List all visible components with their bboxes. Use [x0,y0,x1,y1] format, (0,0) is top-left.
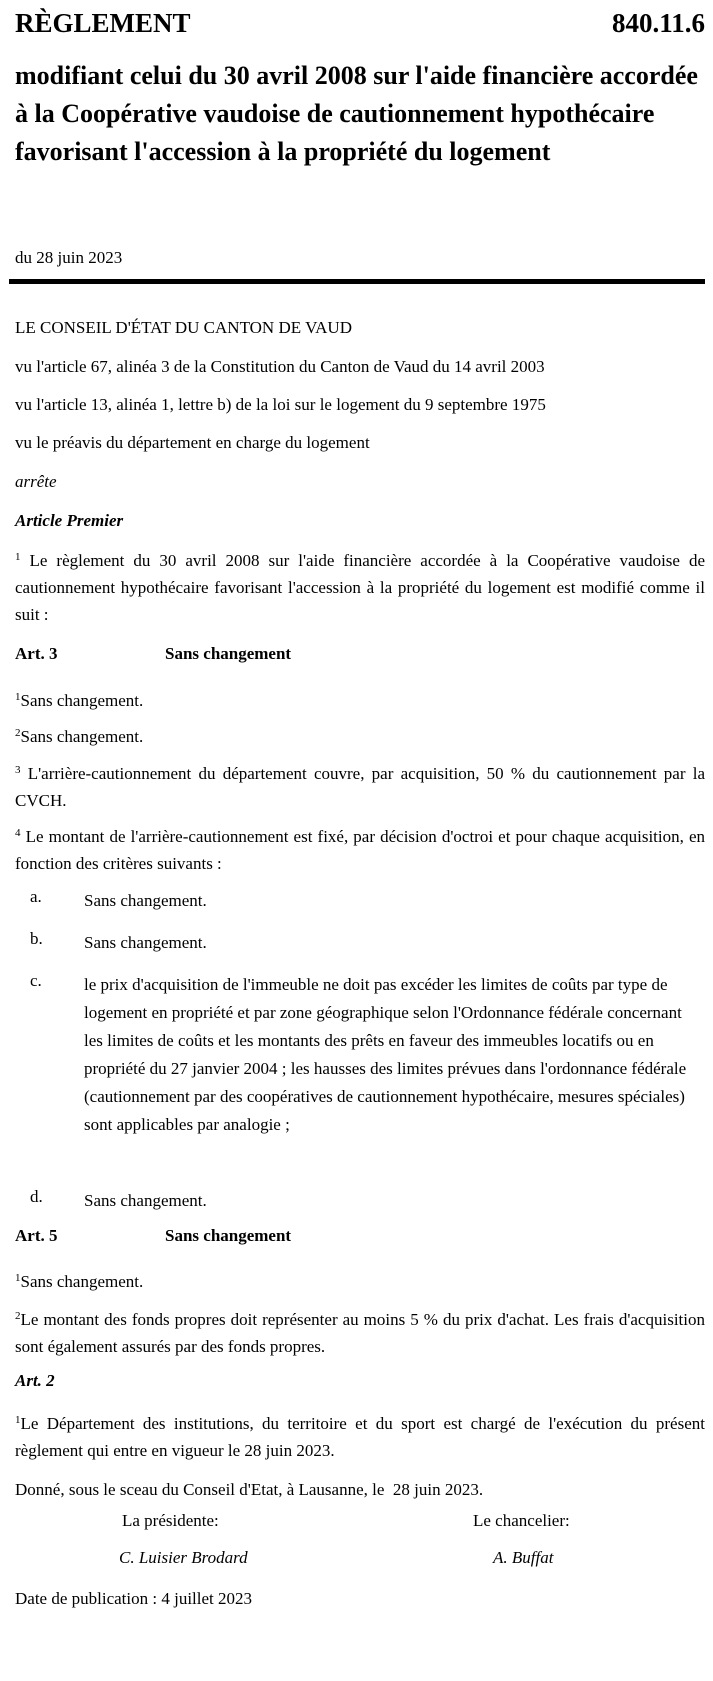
art3-title: Sans changement [165,644,292,663]
alinea-number: 2 [15,727,21,739]
alinea-number: 1 [15,1414,21,1426]
art3-alinea [15,687,143,714]
vu-line: vu l'article 67, alinéa 3 de la Constitution du Canton de Vaud du 14 avril 2003 [15,357,545,376]
alinea-number: 1 [15,1272,21,1284]
alinea-text: Sans changement. [20,691,144,710]
art5-alinea [15,1306,705,1360]
alinea-text: Le Département des institutions, du territoire et du sport est chargé de l'exécution du présent règlement qui entre en vigueur le 28 juin 2023. [15,1414,705,1460]
document-subtitle: modifiant celui du 30 avril 2008 sur l'aide financière accordée à la Coopérative vaudoise de cautionnement hypothécaire favorisant l'accession à la propriété du logement [15,61,698,166]
alinea-text: L'arrière-cautionnement du département couvre, par acquisition, 50 % du cautionnement par la CVCH. [15,764,706,810]
signatory-right-name: A. Buffat [493,1548,554,1567]
arrete-label: arrête [15,472,57,491]
alinea-text: Le règlement du 30 avril 2008 sur l'aide financière accordée à la Coopérative vaudoise de cautionnement hypothécaire favorisant l'accession à la propriété du logement est modifié comme il suit : [15,551,706,624]
list-item-marker: d. [30,1187,43,1206]
alinea-number: 1 [15,551,21,563]
art3-alinea [15,723,143,750]
list-item-marker: c. [30,971,42,990]
list-item-text: Sans changement. [84,1191,207,1210]
list-item-marker: b. [30,929,43,948]
given-at-line: Donné, sous le sceau du Conseil d'Etat, à Lausanne, le 28 juin 2023. [15,1480,484,1499]
art3-number: Art. 3 [15,644,58,663]
article-premier-alinea [15,547,705,628]
art5-title: Sans changement [165,1226,292,1245]
document-type-title: RÈGLEMENT [15,8,191,38]
art3-alinea [15,760,705,814]
alinea-number: 3 [15,764,21,776]
publication-date: Date de publication : 4 juillet 2023 [15,1589,253,1608]
art2-heading: Art. 2 [15,1371,55,1390]
art5-alinea [15,1268,143,1295]
alinea-text: Le montant des fonds propres doit représenter au moins 5 % du prix d'achat. Les frais d'acquisition sont également assurés par des fonds propres. [15,1310,705,1356]
signatory-right-label: Le chancelier: [473,1511,570,1530]
issuing-authority: LE CONSEIL D'ÉTAT DU CANTON DE VAUD [15,318,352,337]
article-premier-heading: Article Premier [15,511,124,530]
document-number: 840.11.6 [611,8,705,38]
list-item-text: Sans changement. [84,891,207,910]
alinea-number: 2 [15,1310,21,1322]
alinea-text: Le montant de l'arrière-cautionnement est fixé, par décision d'octroi et pour chaque acquisition, en fonction des critères suivants : [15,827,706,873]
art2-alinea [15,1410,705,1464]
list-item-text: Sans changement. [84,933,207,952]
document-date: du 28 juin 2023 [15,248,123,267]
alinea-number: 1 [15,691,21,703]
header-divider [9,279,705,284]
art3-alinea [15,823,705,877]
list-item-marker: a. [30,887,42,906]
alinea-text: Sans changement. [20,727,144,746]
signatory-left-name: C. Luisier Brodard [119,1548,248,1567]
vu-line: vu l'article 13, alinéa 1, lettre b) de la loi sur le logement du 9 septembre 1975 [15,395,546,414]
vu-line: vu le préavis du département en charge du logement [15,433,370,452]
alinea-number: 4 [15,827,21,839]
alinea-text: Sans changement. [20,1272,144,1291]
signatory-left-label: La présidente: [122,1511,219,1530]
art5-number: Art. 5 [15,1226,58,1245]
list-item-text: le prix d'acquisition de l'immeuble ne doit pas excéder les limites de coûts par type de logement en propriété et par zone géographique selon l'Ordonnance fédérale concernant les limites de coûts et les montants des prêts en faveur des immeubles locatifs ou en propriété du 27 janvier 2004 ; les hausses des limites prévues dans l'ordonnance fédérale (cautionnement par des coopératives de cautionnement hypothécaire, mesures spéciales) sont applicables par analogie ; [84,975,687,1134]
